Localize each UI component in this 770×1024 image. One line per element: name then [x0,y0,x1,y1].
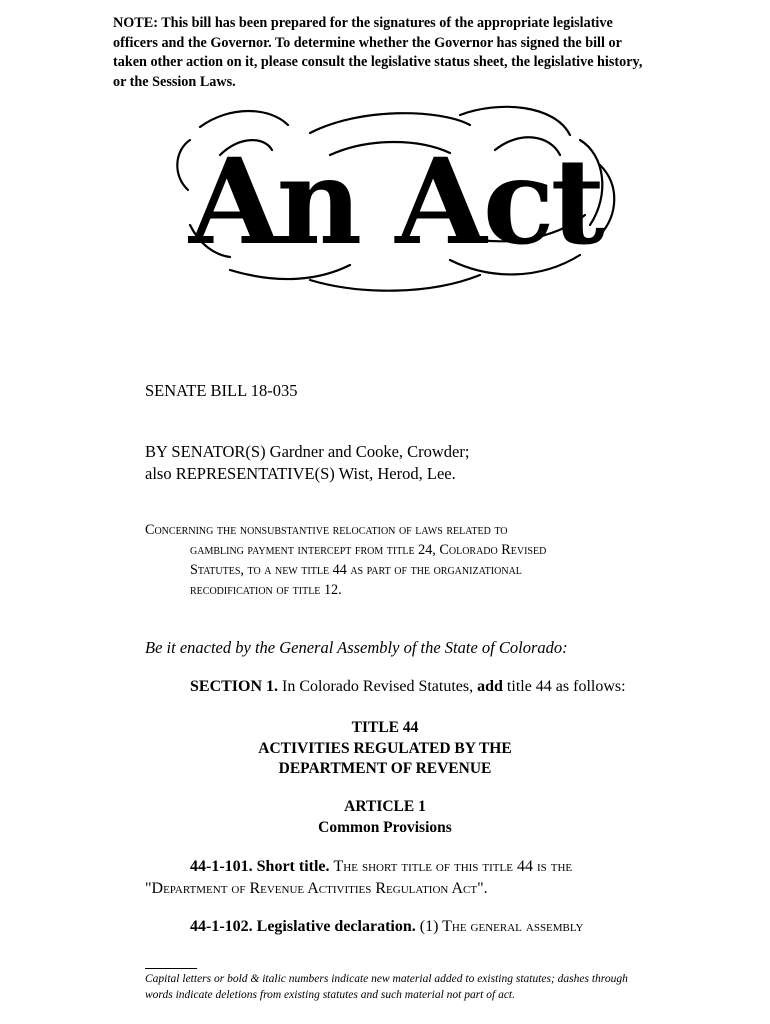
article-number: ARTICLE 1 [344,798,426,815]
disclaimer-note: NOTE: This bill has been prepared for the signatures of the appropriate legislative officers and the Governor. To determine whether the Governor has signed the bill or taken other action on it, please consult the legislative status sheet, the legislative history, or the Session Laws. [113,15,643,90]
section-44-1-102-heading: 44-1-102. Legislative declaration. [190,918,416,935]
an-act-logo-text: An Act [188,132,602,271]
bill-number: SENATE BILL 18-035 [145,381,298,400]
article-heading [0,797,770,838]
an-act-logo-art [160,95,630,305]
an-act-logo [160,95,630,305]
footnote: Capital letters or bold & italic numbers indicate new material added to existing statutes; dashes through words indicate deletions from existing statutes and such material not part of act. [145,973,628,1001]
section-1-bold-word: add [477,678,503,695]
section-44-1-101-text-2: "Department of Revenue Activities Regulation Act". [145,880,488,897]
title-heading [0,718,770,780]
section-44-1-101-text-1: The short title of this title 44 is the [333,858,573,875]
senate-sponsors: BY SENATOR(S) Gardner and Cooke, Crowder; [145,442,470,461]
title-number: TITLE 44 [351,719,419,736]
section-1 [190,678,626,696]
title-name-line-1: ACTIVITIES REGULATED BY THE [258,739,512,757]
concerning-line-4: recodification of title 12. [190,582,342,598]
section-44-1-102-text: (1) The general assembly [419,918,584,935]
section-1-label: SECTION 1. [190,678,279,695]
concerning-line-3: Statutes, to a new title 44 as part of the organizational [190,562,522,578]
section-1-text-after: title 44 as follows: [506,678,626,695]
article-name: Common Provisions [318,818,452,836]
section-44-1-101 [145,856,635,900]
section-1-text-before: In Colorado Revised Statutes, [282,678,474,695]
section-44-1-102 [145,916,635,938]
title-name-line-2: DEPARTMENT OF REVENUE [278,760,492,777]
concerning-line-2: gambling payment intercept from title 24, Colorado Revised [190,542,547,558]
enacting-clause: Be it enacted by the General Assembly of the State of Colorado: [145,638,568,657]
concerning-line-1: Concerning the nonsubstantive relocation of laws related to [145,522,508,538]
house-sponsors: also REPRESENTATIVE(S) Wist, Herod, Lee. [145,464,456,483]
section-44-1-101-heading: 44-1-101. Short title. [190,858,330,875]
sponsors [145,441,469,485]
footnote-divider [145,968,197,969]
bill-title-concerning [145,520,635,600]
